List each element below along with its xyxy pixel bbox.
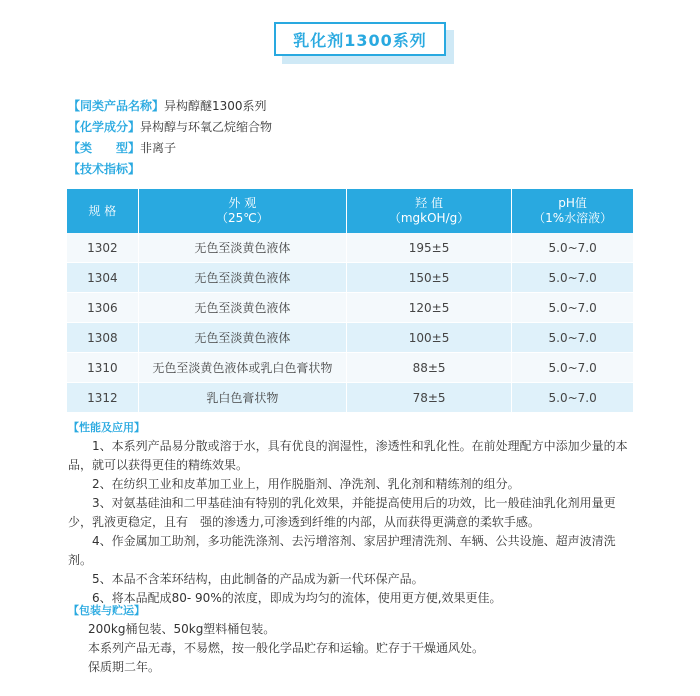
property-tag: 【同类产品名称】 <box>68 99 165 113</box>
table-row <box>67 263 633 293</box>
property-value: 非离子 <box>140 141 177 155</box>
performance-heading: 【性能及应用】 <box>68 421 145 434</box>
spec-table <box>67 189 633 413</box>
table-row <box>67 293 633 323</box>
performance-item: 6、将本品配成80- 90%的浓度，即成为均匀的流体，使用更方便,效果更佳。 <box>92 591 502 605</box>
cell-appearance: 无色至淡黄色液体或乳白色膏状物 <box>139 353 347 383</box>
property-chemical-composition <box>68 117 272 138</box>
packaging-item: 保质期二年。 <box>88 660 161 674</box>
property-similar-product <box>68 96 272 117</box>
property-tag: 【化学成分】 <box>68 120 141 134</box>
table-row <box>67 233 633 263</box>
cell-hydroxyl: 120±5 <box>347 293 512 323</box>
packaging-item: 本系列产品无毒，不易燃，按一般化学品贮存和运输。贮存于干燥通风处。 <box>88 641 485 655</box>
cell-hydroxyl: 78±5 <box>347 383 512 413</box>
table-row <box>67 323 633 353</box>
cell-spec: 1306 <box>67 293 139 323</box>
cell-ph: 5.0~7.0 <box>512 353 633 383</box>
property-value: 异构醇醚1300系列 <box>164 99 267 113</box>
cell-appearance: 无色至淡黄色液体 <box>139 323 347 353</box>
performance-item: 1、本系列产品易分散或溶于水，具有优良的润湿性，渗透性和乳化性。在前处理配方中添加少量的本品，就可以获得更佳的精练效果。 <box>68 439 628 472</box>
cell-ph: 5.0~7.0 <box>512 323 633 353</box>
cell-spec: 1302 <box>67 233 139 263</box>
packaging-item: 200kg桶包装、50kg塑料桶包装。 <box>88 622 276 636</box>
cell-spec: 1312 <box>67 383 139 413</box>
product-properties <box>68 96 272 180</box>
cell-spec: 1308 <box>67 323 139 353</box>
header-appearance: 外 观 （25℃） <box>139 189 347 233</box>
packaging-heading: 【包装与贮运】 <box>68 604 145 617</box>
cell-spec: 1304 <box>67 263 139 293</box>
cell-appearance: 无色至淡黄色液体 <box>139 263 347 293</box>
header-hydroxyl-value: 羟 值 （mgkOH/g） <box>347 189 512 233</box>
packaging-section <box>68 601 484 677</box>
table-row <box>67 383 633 413</box>
cell-ph: 5.0~7.0 <box>512 293 633 323</box>
table-row <box>67 353 633 383</box>
property-value: 异构醇与环氧乙烷缩合物 <box>140 120 273 134</box>
performance-item: 4、作金属加工助剂，多功能洗涤剂、去污增溶剂、家居护理清洗剂、车辆、公共设施、超声波清洗剂。 <box>68 534 616 567</box>
cell-ph: 5.0~7.0 <box>512 263 633 293</box>
cell-hydroxyl: 100±5 <box>347 323 512 353</box>
page-title: 乳化剂1300系列 <box>274 22 446 56</box>
performance-item: 5、本品不含苯环结构，由此制备的产品成为新一代环保产品。 <box>92 572 424 586</box>
cell-hydroxyl: 150±5 <box>347 263 512 293</box>
cell-hydroxyl: 88±5 <box>347 353 512 383</box>
performance-section <box>68 418 634 608</box>
cell-hydroxyl: 195±5 <box>347 233 512 263</box>
performance-item: 2、在纺织工业和皮革加工业上，用作脱脂剂、净洗剂、乳化剂和精练剂的组分。 <box>92 477 520 491</box>
cell-appearance: 无色至淡黄色液体 <box>139 233 347 263</box>
cell-appearance: 乳白色膏状物 <box>139 383 347 413</box>
table-header-row <box>67 189 633 233</box>
performance-item: 3、对氨基硅油和二甲基硅油有特别的乳化效果，并能提高使用后的功效，比一般硅油乳化剂用量更少，乳液更稳定，且有 强的渗透力,可渗透到纤维的内部，从而获得更满意的柔软手感。 <box>68 496 616 529</box>
cell-appearance: 无色至淡黄色液体 <box>139 293 347 323</box>
header-spec: 规 格 <box>67 189 139 233</box>
property-technical-index <box>68 159 272 180</box>
cell-spec: 1310 <box>67 353 139 383</box>
property-type <box>68 138 272 159</box>
cell-ph: 5.0~7.0 <box>512 383 633 413</box>
cell-ph: 5.0~7.0 <box>512 233 633 263</box>
header-ph-value: pH值 （1%水溶液） <box>512 189 633 233</box>
property-tag: 【类 型】 <box>68 141 141 155</box>
property-tag: 【技术指标】 <box>68 162 141 176</box>
